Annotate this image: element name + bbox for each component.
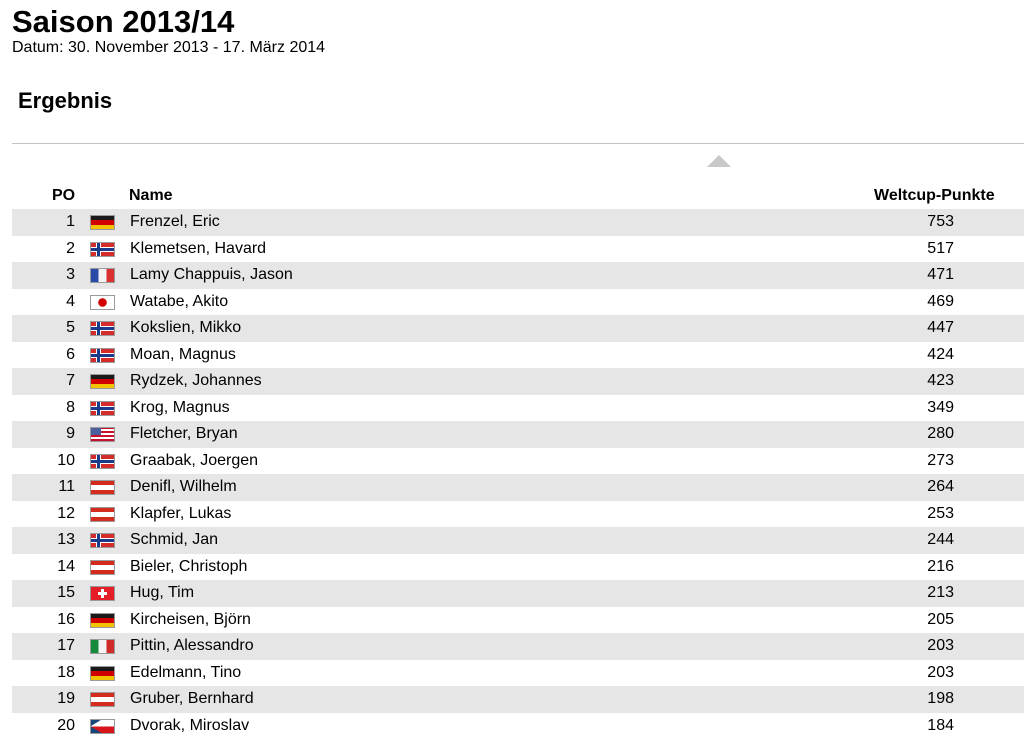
table-row — [12, 421, 1024, 448]
table-row — [12, 474, 1024, 501]
rank: 15 — [57, 584, 75, 601]
table-row — [12, 368, 1024, 395]
table-row — [12, 660, 1024, 687]
points: 280 — [927, 425, 954, 442]
points: 205 — [927, 610, 954, 628]
athlete-name: Fletcher, Bryan — [130, 425, 238, 442]
points: 517 — [927, 239, 954, 257]
athlete-name: Frenzel, Eric — [130, 213, 220, 230]
table-row — [12, 236, 1024, 263]
athlete-name: Hug, Tim — [130, 584, 195, 601]
table-row — [12, 686, 1024, 713]
table-row — [12, 262, 1024, 289]
points: 216 — [927, 557, 954, 575]
rank: 2 — [66, 239, 75, 257]
points: 753 — [927, 213, 954, 230]
athlete-name: Graabak, Joergen — [130, 451, 259, 469]
athlete-name: Lamy Chappuis, Jason — [130, 266, 293, 283]
austria-flag-icon — [90, 480, 115, 495]
points: 264 — [927, 478, 954, 495]
rank: 12 — [57, 504, 75, 522]
athlete-name: Gruber, Bernhard — [130, 690, 254, 707]
athlete-name: Moan, Magnus — [130, 345, 236, 363]
points: 423 — [927, 372, 954, 389]
athlete-name: Watabe, Akito — [130, 292, 229, 310]
rank: 19 — [57, 690, 75, 707]
date-range: Datum: 30. November 2013 - 17. März 2014 — [12, 39, 326, 56]
rank: 6 — [66, 345, 75, 363]
usa-flag-icon — [90, 427, 115, 442]
germany-flag-icon — [90, 613, 115, 628]
athlete-name: Edelmann, Tino — [130, 663, 242, 681]
section-heading: Ergebnis — [18, 88, 113, 113]
athlete-name: Pittin, Alessandro — [130, 637, 254, 654]
norway-flag-icon — [90, 348, 115, 363]
points: 349 — [927, 398, 954, 416]
points: 273 — [927, 451, 954, 469]
points: 244 — [927, 531, 954, 548]
rank: 11 — [58, 478, 75, 495]
column-header-name[interactable]: Name — [129, 187, 173, 204]
athlete-name: Kokslien, Mikko — [130, 319, 242, 336]
norway-flag-icon — [90, 533, 115, 548]
table-row — [12, 607, 1024, 634]
athlete-name: Schmid, Jan — [130, 531, 219, 548]
athlete-name: Krog, Magnus — [130, 398, 230, 416]
rank: 13 — [57, 531, 75, 548]
divider — [12, 143, 1024, 144]
switzerland-flag-icon — [90, 586, 115, 601]
table-row — [12, 633, 1024, 660]
page-title: Saison 2013/14 — [12, 4, 235, 39]
austria-flag-icon — [90, 692, 115, 707]
athlete-name: Kircheisen, Björn — [130, 610, 251, 628]
points: 471 — [927, 266, 954, 283]
norway-flag-icon — [90, 454, 115, 469]
norway-flag-icon — [90, 242, 115, 257]
table-row — [12, 289, 1024, 316]
france-flag-icon — [90, 268, 115, 283]
athlete-name: Rydzek, Johannes — [130, 372, 262, 389]
norway-flag-icon — [90, 401, 115, 416]
rank: 14 — [57, 557, 75, 575]
athlete-name: Dvorak, Miroslav — [130, 716, 250, 734]
rank: 17 — [57, 637, 75, 654]
rank: 8 — [66, 398, 75, 416]
table-row — [12, 501, 1024, 528]
rank: 4 — [66, 292, 75, 310]
austria-flag-icon — [90, 560, 115, 575]
rank: 16 — [57, 610, 75, 628]
column-header-pos[interactable]: PO — [52, 187, 76, 204]
rank: 7 — [66, 372, 75, 389]
points: 253 — [927, 504, 954, 522]
rank: 10 — [57, 451, 75, 469]
results-table — [12, 209, 1024, 739]
table-row — [12, 713, 1024, 740]
points: 213 — [927, 584, 954, 601]
table-row — [12, 342, 1024, 369]
germany-flag-icon — [90, 666, 115, 681]
athlete-name: Denifl, Wilhelm — [130, 478, 237, 495]
points: 198 — [927, 690, 954, 707]
norway-flag-icon — [90, 321, 115, 336]
athlete-name: Klapfer, Lukas — [130, 504, 232, 522]
table-row — [12, 554, 1024, 581]
table-row — [12, 580, 1024, 607]
table-row — [12, 527, 1024, 554]
table-row — [12, 315, 1024, 342]
rank: 18 — [57, 663, 75, 681]
points: 203 — [927, 663, 954, 681]
athlete-name: Bieler, Christoph — [130, 557, 248, 575]
sort-up-icon[interactable] — [707, 155, 731, 167]
athlete-name: Klemetsen, Havard — [130, 239, 267, 257]
table-row — [12, 209, 1024, 236]
rank: 1 — [66, 213, 75, 230]
points: 424 — [927, 345, 954, 363]
italy-flag-icon — [90, 639, 115, 654]
points: 184 — [927, 716, 954, 734]
table-row — [12, 448, 1024, 475]
rank: 9 — [66, 425, 75, 442]
austria-flag-icon — [90, 507, 115, 522]
points: 203 — [927, 637, 954, 654]
rank: 20 — [57, 716, 75, 734]
czech-flag-icon — [90, 719, 115, 734]
japan-flag-icon — [90, 295, 115, 310]
table-row — [12, 395, 1024, 422]
column-header-points[interactable]: Weltcup-Punkte — [874, 187, 995, 204]
rank: 3 — [66, 266, 75, 283]
rank: 5 — [66, 319, 75, 336]
points: 447 — [927, 319, 954, 336]
points: 469 — [927, 292, 954, 310]
germany-flag-icon — [90, 215, 115, 230]
germany-flag-icon — [90, 374, 115, 389]
